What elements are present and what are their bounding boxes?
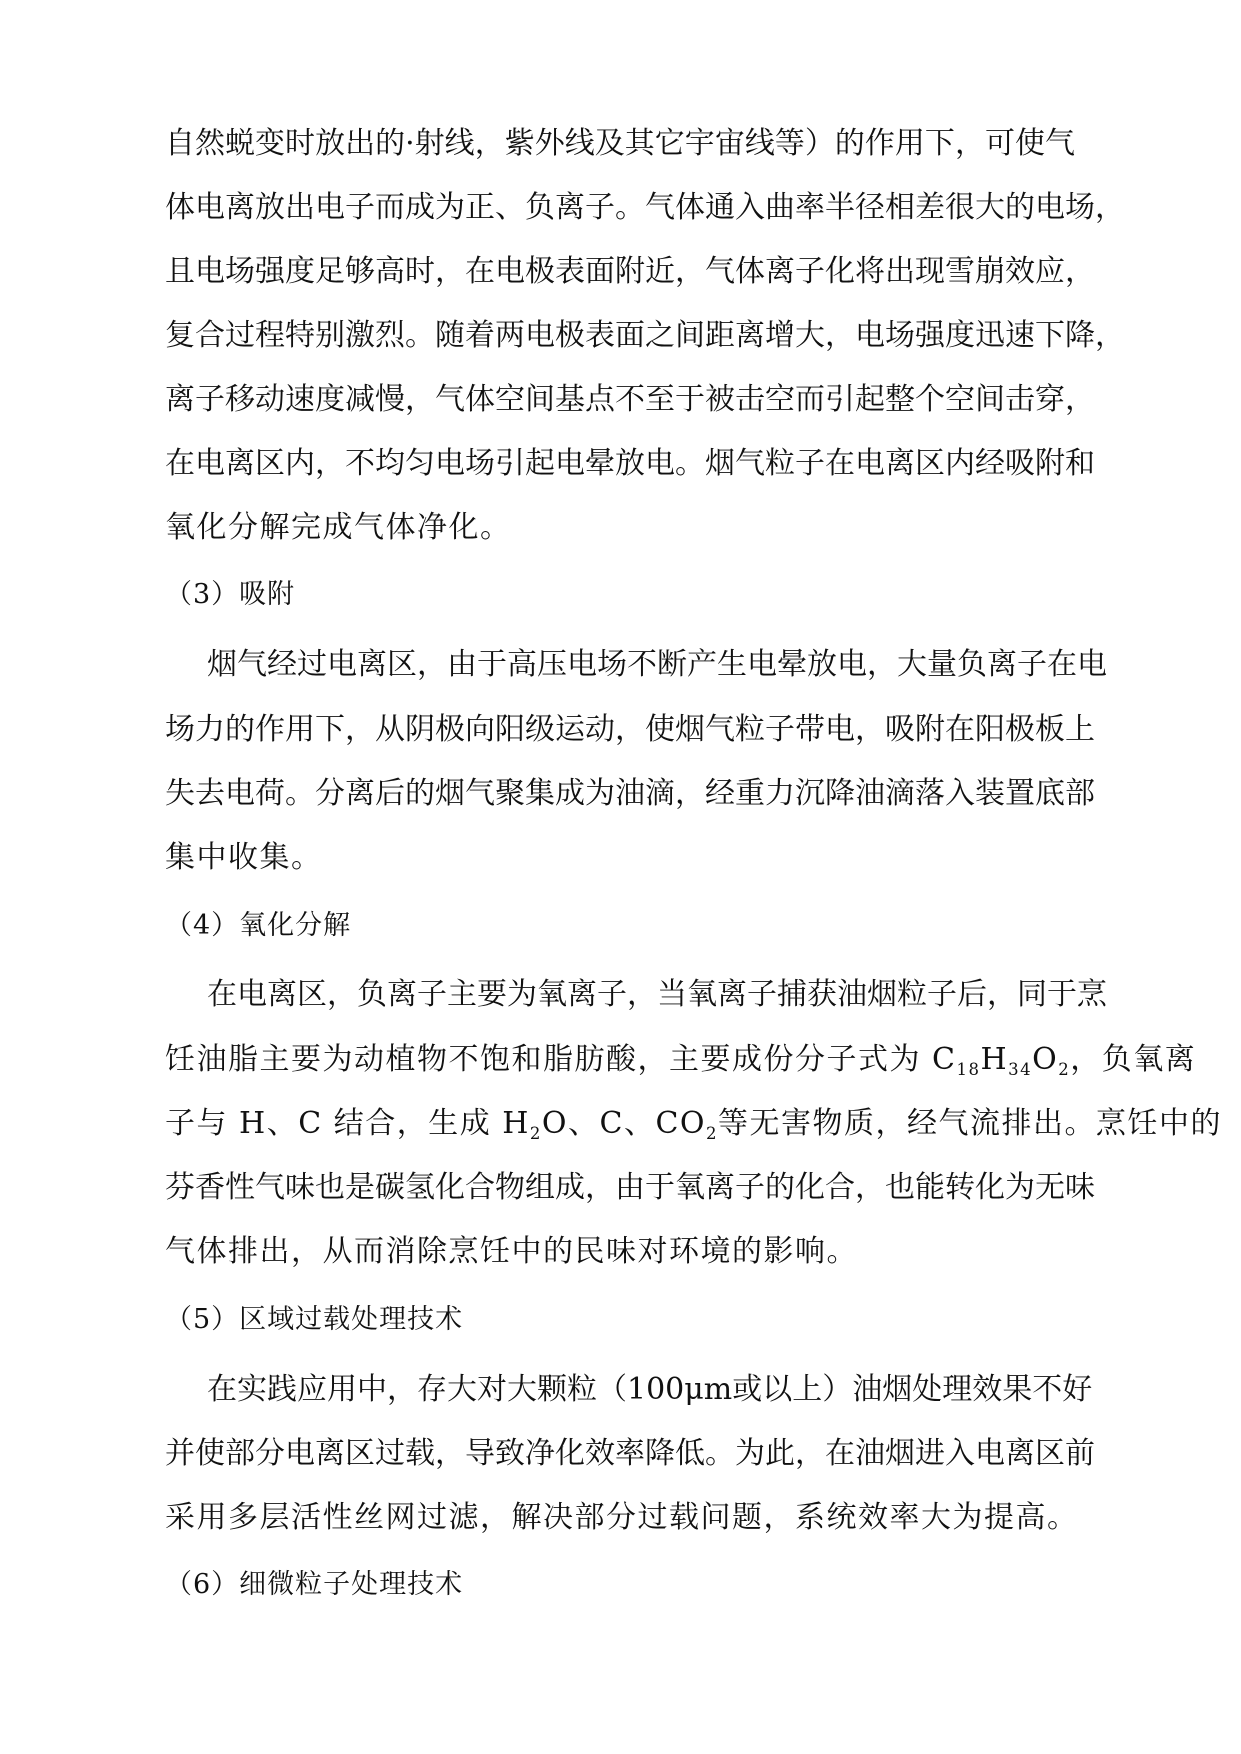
intro-line-3: 且电场强度足够高时，在电极表面附近，气体离子化将出现雪崩效应， (165, 254, 1095, 289)
section-3-line-2: 场力的作用下，从阴极向阳级运动，使烟气粒子带电，吸附在阳极板上 (165, 712, 1095, 747)
section-3-heading: （3）吸附 (165, 579, 296, 610)
formula-element-text: O (1032, 1042, 1059, 1077)
section-4-line-5: 气体排出，从而消除烹饪中的民味对环境的影响。 (165, 1234, 858, 1269)
section-6-heading: （6）细微粒子处理技术 (165, 1569, 464, 1600)
intro-line-1: 自然蜕变时放出的·射线，紫外线及其它宇宙线等）的作用下，可使气 (165, 126, 1075, 161)
section-4-heading: （4）氧化分解 (165, 910, 352, 941)
formula-subscript: 18 (956, 1059, 981, 1079)
intro-line-6: 在电离区内，不均匀电场引起电晕放电。烟气粒子在电离区内经吸附和 (165, 446, 1095, 481)
section-5-line-3: 采用多层活性丝网过滤，解决部分过载问题，系统效率大为提高。 (165, 1500, 1079, 1535)
formula-prefix-text: 饪油脂主要为动植物不饱和脂肪酸，主要成份分子式为 C (165, 1042, 957, 1077)
formula-subscript: 2 (706, 1123, 718, 1143)
section-5-line-2: 并使部分电离区过载，导致净化效率降低。为此，在油烟进入电离区前 (165, 1436, 1095, 1471)
section-3-line-1: 烟气经过电离区，由于高压电场不断产生电晕放电，大量负离子在电 (207, 647, 1107, 682)
formula-suffix-text: ，负氧离 (1070, 1042, 1197, 1077)
intro-line-7: 氧化分解完成气体净化。 (165, 510, 512, 545)
intro-line-2: 体电离放出电子而成为正、负离子。气体通入曲率半径相差很大的电场， (165, 190, 1125, 225)
section-3-line-3: 失去电荷。分离后的烟气聚集成为油滴，经重力沉降油滴落入装置底部 (165, 776, 1095, 811)
intro-line-5: 离子移动速度减慢，气体空间基点不至于被击空而引起整个空间击穿， (165, 382, 1095, 417)
section-3-line-4: 集中收集。 (165, 840, 323, 875)
section-4-line-3 (165, 1104, 1222, 1144)
section-4-line-2 (165, 1040, 1197, 1080)
section-5-heading: （5）区域过载处理技术 (165, 1304, 464, 1335)
formula-subscript: 2 (529, 1123, 542, 1143)
formula-subscript: 2 (1058, 1059, 1071, 1079)
section-4-line-1: 在电离区，负离子主要为氧离子，当氧离子捕获油烟粒子后，同于烹 (207, 977, 1107, 1012)
reaction-prefix-text: 子与 H、C 结合，生成 H (165, 1106, 530, 1141)
formula-subscript: 34 (1008, 1059, 1033, 1079)
section-4-line-4: 芬香性气味也是碳氢化合物组成，由于氧离子的化合，也能转化为无味 (165, 1170, 1095, 1205)
section-5-line-1: 在实践应用中，存大对大颗粒（100μm或以上）油烟处理效果不好 (207, 1372, 1093, 1407)
reaction-middle-text: O、C、CO (541, 1106, 706, 1141)
formula-element-text: H (980, 1042, 1009, 1077)
intro-line-4: 复合过程特别激烈。随着两电极表面之间距离增大，电场强度迅速下降， (165, 318, 1125, 353)
reaction-suffix-text: 等无害物质，经气流排出。烹饪中的 (718, 1106, 1222, 1141)
